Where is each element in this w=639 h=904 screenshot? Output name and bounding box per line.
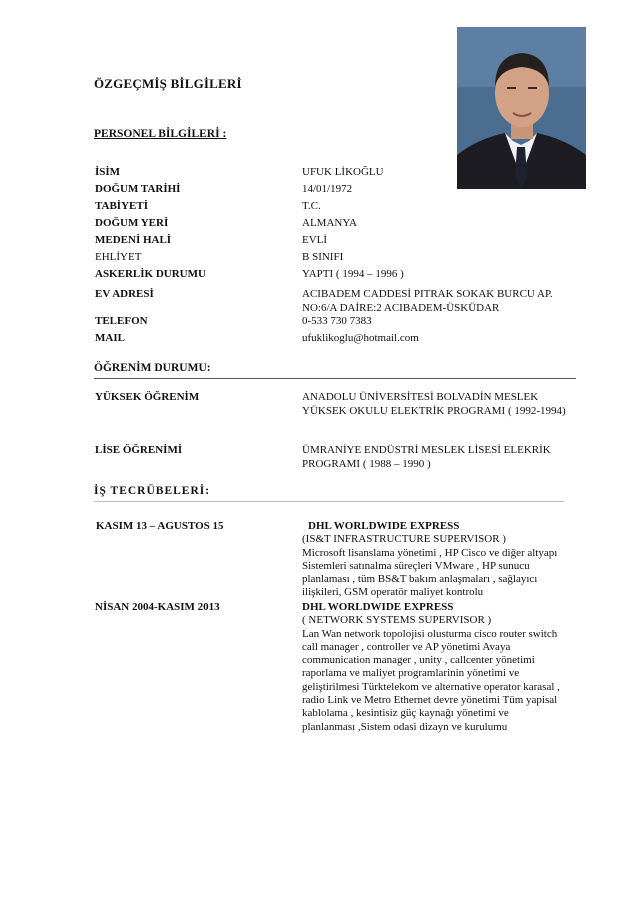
label-license: EHLİYET [95,251,142,263]
page-title: ÖZGEÇMİŞ BİLGİLERİ [94,76,242,91]
education-heading: ÖĞRENİM DURUMU: [94,362,211,374]
value-birthdate: 14/01/1972 [302,183,353,195]
value-nationality: T.C. [302,200,321,212]
value-mail[interactable]: ufuklikoglu@hotmail.com [302,332,419,344]
value-address: ACIBADEM CADDESİ PITRAK SOKAK BURCU AP. NO:6/A DAİRE:2 ACIBADEM-ÜSKÜDAR [302,288,553,314]
label-military: ASKERLİK DURUMU [95,268,206,280]
experience-heading: İŞ TECRÜBELERİ: [94,485,211,497]
label-address: EV ADRESİ [95,288,154,300]
job-period-2: NİSAN 2004-KASIM 2013 [95,601,220,613]
label-high-school: LİSE ÖĞRENİMİ [95,444,183,456]
value-name: UFUK LİKOĞLU [302,166,384,178]
value-high-school: ÜMRANİYE ENDÜSTRİ MESLEK LİSESİ ELEKRİK PROGRAMI ( 1988 – 1990 ) [302,444,551,470]
job-description-2: Lan Wan network topolojisi olusturma cisco router switch call manager , controller ve AP yönetimi Avaya communication manager , unity , callcenter yönetimi raporlama ve maliyet programlarinin yönetimi ve geliştirilmesi Türktelekom ve alternative operator karasal , radio Link ve Metro Ethernet devre yönetimi Tüm yapisal kablolama , kesintisiz güç kaynağı yönetimi ve planlanması ,Sistem odasi dizayn ve kurulumu [302,627,560,733]
job-entry-1 [302,520,564,600]
job-company-1: DHL WORLDWIDE EXPRESS [308,520,460,532]
value-marital: EVLİ [302,234,328,246]
job-description-1: Microsoft lisanslama yönetimi , HP Cisco ve diğer altyapı Sistemleri satınalma süreçleri VMware , HP sunucu planlaması , tüm BS&T bakım anlaşmaları , sağlayıcı ilişkileri, GSM operatör maliyet kontrolu [302,546,558,599]
label-mail: MAIL [95,332,125,344]
label-birthplace: DOĞUM YERİ [95,217,169,229]
label-birthdate: DOĞUM TARİHİ [95,183,181,195]
job-company-2: DHL WORLDWIDE EXPRESS [302,601,454,613]
value-phone: 0-533 730 7383 [302,315,372,327]
value-license: B SINIFI [302,251,344,263]
label-nationality: TABİYETİ [95,200,148,212]
label-higher-education: YÜKSEK ÖĞRENİM [95,391,200,403]
job-period-1: KASIM 13 – AGUSTOS 15 [96,520,224,532]
profile-photo [457,27,586,189]
label-phone: TELEFON [95,315,148,327]
education-divider [94,378,576,379]
experience-divider [94,501,564,502]
value-birthplace: ALMANYA [302,217,357,229]
personal-heading: PERSONEL BİLGİLERİ : [94,128,227,140]
value-military: YAPTI ( 1994 – 1996 ) [302,268,404,280]
job-title-1: (IS&T INFRASTRUCTURE SUPERVISOR ) [302,533,506,546]
label-name: İSİM [95,166,121,178]
label-marital: MEDENİ HALİ [95,234,172,246]
job-title-2: ( NETWORK SYSTEMS SUPERVISOR ) [302,614,492,627]
portrait-image [457,27,586,189]
job-entry-2 [302,601,564,734]
value-higher-education: ANADOLU ÜNİVERSİTESİ BOLVADİN MESLEK YÜKSEK OKULU ELEKTRİK PROGRAMI ( 1992-1994) [302,391,566,417]
